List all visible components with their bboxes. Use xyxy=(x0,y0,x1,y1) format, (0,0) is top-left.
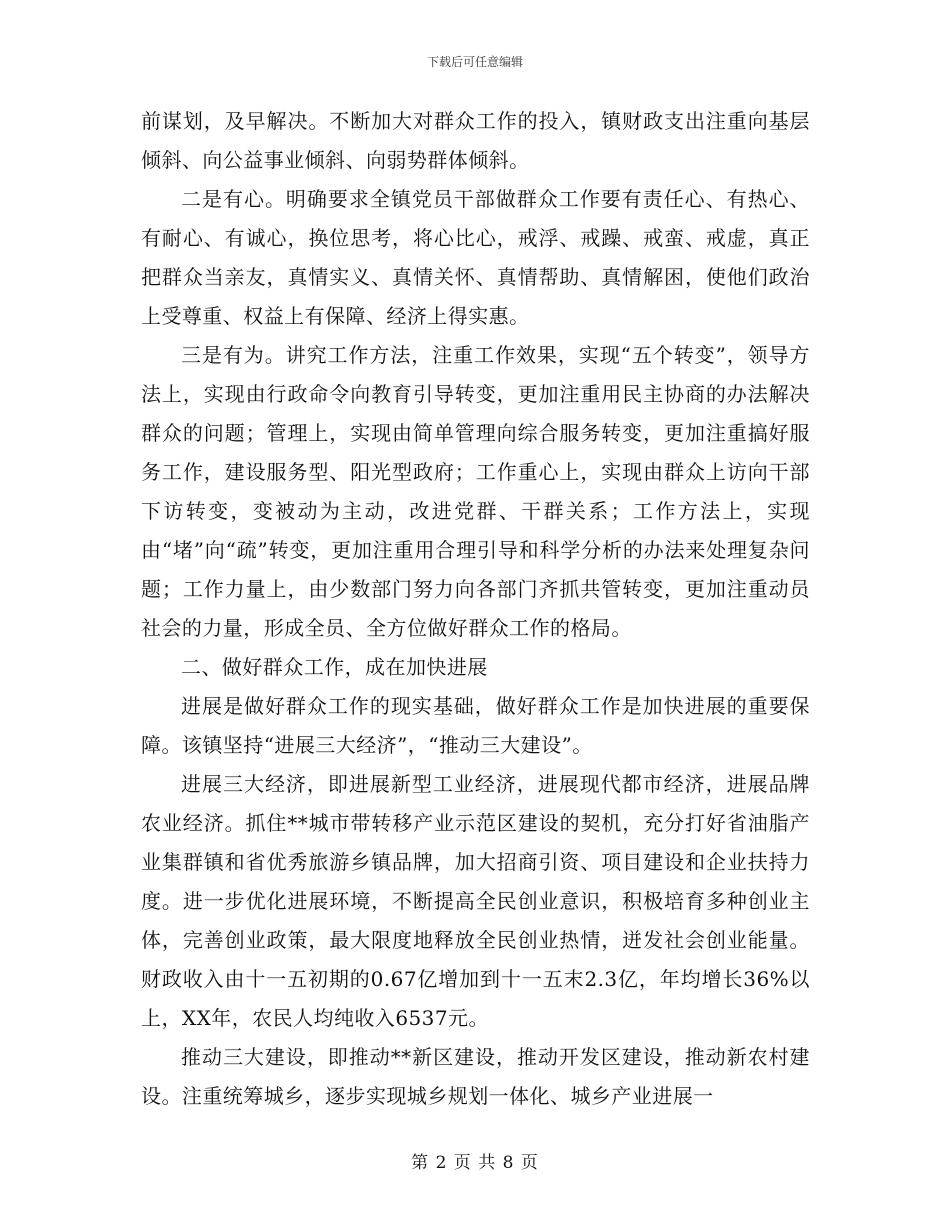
paragraph-three-economies: 进展三大经济，即进展新型工业经济，进展现代都市经济，进展品牌农业经济。抓住**城市带转移产业示范区建设的契机，充分打好省油脂产业集群镇和省优秀旅游乡镇品牌，加大招商引资、项目建设和企业扶持力度。进一步优化进展环境，不断提高全民创业意识，积极培育多种创业主体，完善创业政策，最大限度地释放全民创业热情，迸发社会创业能量。财政收入由十一五初期的0.67亿增加到十一五末2.3亿，年均增长36%以上，XX年，农民人均纯收入6537元。 xyxy=(141,772,810,1030)
paragraph-development-basis: 进展是做好群众工作的现实基础，做好群众工作是加快进展的重要保障。该镇坚持“进展三大经济”，“推动三大建设”。 xyxy=(141,694,810,757)
paragraph-three-constructions: 推动三大建设，即推动**新区建设，推动开发区建设，推动新农村建设。注重统筹城乡，逐步实现城乡规划一体化、城乡产业进展一 xyxy=(141,1045,810,1108)
paragraph-youxin: 二是有心。明确要求全镇党员干部做群众工作要有责任心、有热心、有耐心、有诚心，换位思考，将心比心，戒浮、戒躁、戒蛮、戒虚，真正把群众当亲友，真情实义、真情关怀、真情帮助、真情解困，使他们政治上受尊重、权益上有保障、经济上得实惠。 xyxy=(141,187,810,328)
paragraph-continuation: 前谋划，及早解决。不断加大对群众工作的投入，镇财政支出注重向基层倾斜、向公益事业倾斜、向弱势群体倾斜。 xyxy=(141,109,810,172)
page-number: 第 2 页 共 8 页 xyxy=(411,1153,539,1173)
section-heading: 二、做好群众工作，成在加快进展 xyxy=(181,655,488,679)
document-body xyxy=(141,102,810,1116)
page-header: 下载后可任意编辑 xyxy=(426,55,523,69)
paragraph-youwei: 三是有为。讲究工作方法，注重工作效果，实现“五个转变”，领导方法上，实现由行政命令向教育引导转变，更加注重用民主协商的办法解决群众的问题；管理上，实现由简单管理向综合服务转变，更加注重搞好服务工作，建设服务型、阳光型政府；工作重心上，实现由群众上访向干部下访转变，变被动为主动，改进党群、干群关系；工作方法上，实现由“堵”向“疏”转变，更加注重用合理引导和科学分析的办法来处理复杂问题；工作力量上，由少数部门努力向各部门齐抓共管转变，更加注重动员社会的力量，形成全员、全方位做好群众工作的格局。 xyxy=(141,343,810,640)
